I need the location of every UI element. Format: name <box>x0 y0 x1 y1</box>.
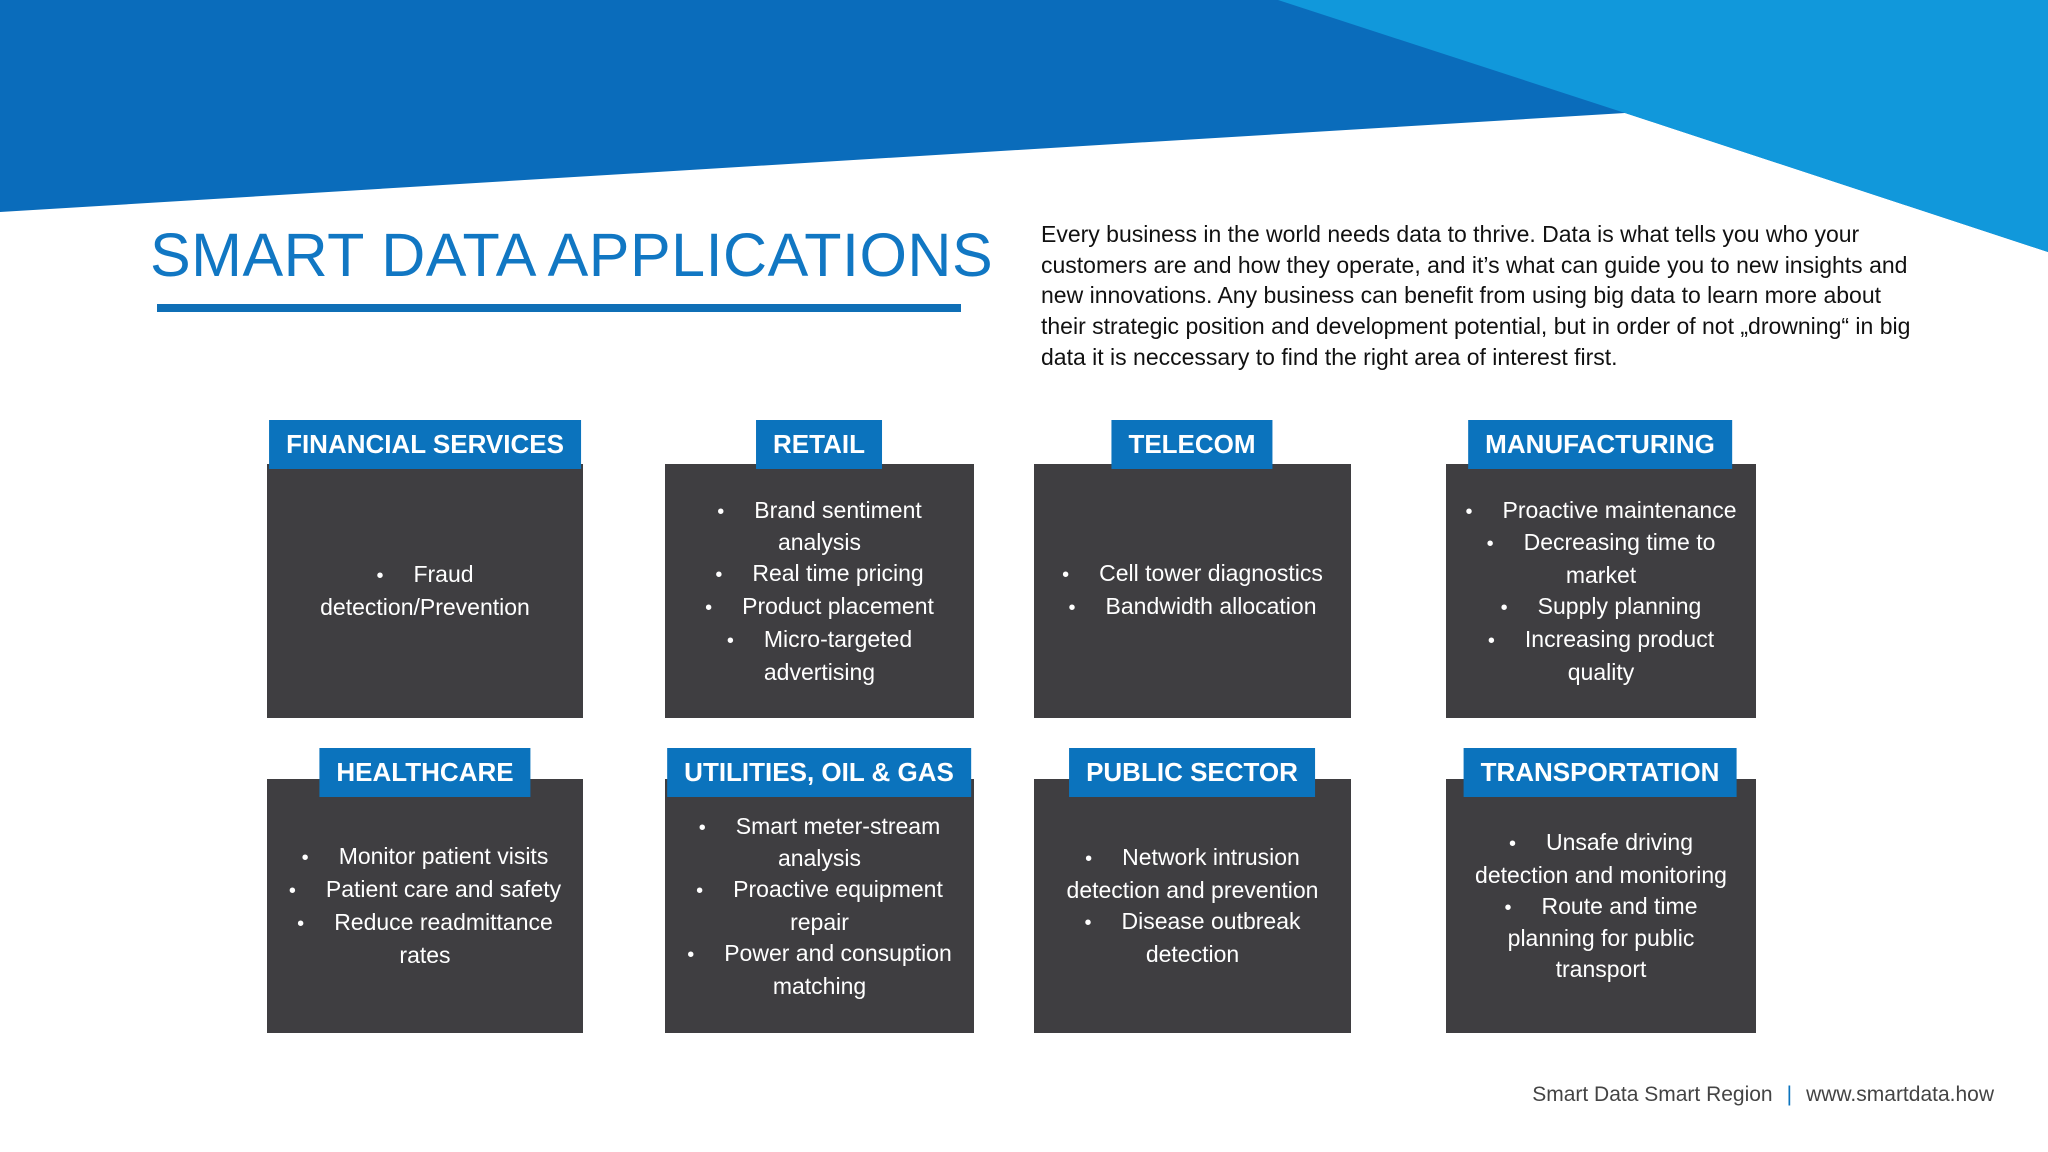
card-label-transportation: TRANSPORTATION <box>1464 748 1737 797</box>
bullet-icon: • <box>1085 848 1093 871</box>
footer-separator: | <box>1786 1083 1793 1106</box>
bullet-icon: • <box>1465 500 1473 523</box>
card-label-healthcare: HEALTHCARE <box>319 748 530 797</box>
list-item <box>285 874 565 907</box>
card-label-utilities-oil-gas: UTILITIES, OIL & GAS <box>667 748 971 797</box>
card-label-public-sector: PUBLIC SECTOR <box>1069 748 1315 797</box>
bullet-icon: • <box>1068 597 1076 619</box>
bullet-icon: • <box>1062 564 1070 587</box>
bullet-icon: • <box>698 816 706 839</box>
list-item <box>1052 842 1333 906</box>
list-item <box>683 591 956 624</box>
list-item-text: Monitor patient visits <box>338 843 549 870</box>
list-item <box>1464 495 1738 528</box>
bullet-icon: • <box>301 847 309 870</box>
list-item <box>285 559 565 623</box>
bullet-icon: • <box>1508 833 1516 855</box>
card-public-sector <box>1034 779 1351 1033</box>
card-label-financial-services: FINANCIAL SERVICES <box>269 420 581 469</box>
card-list <box>1446 827 1756 985</box>
card-healthcare <box>267 779 583 1033</box>
list-item-text: Unsafe driving detection and monitoring <box>1475 829 1727 888</box>
list-item-text: Product placement <box>742 593 934 619</box>
bullet-icon: • <box>1504 896 1512 919</box>
card-list <box>267 841 583 970</box>
list-item-text: Power and consuption matching <box>724 939 952 999</box>
list-item-text: Bandwidth allocation <box>1105 593 1317 619</box>
page-title: SMART DATA APPLICATIONS <box>150 221 994 289</box>
bullet-icon: • <box>288 880 296 903</box>
card-label-manufacturing: MANUFACTURING <box>1468 420 1732 469</box>
footer-brand: Smart Data Smart Region <box>1532 1083 1773 1106</box>
card-list <box>267 559 583 623</box>
list-item-text: Route and time planning for public transport <box>1507 892 1698 983</box>
card-list <box>1034 842 1351 969</box>
list-item-text: Increasing product quality <box>1524 625 1715 685</box>
bullet-icon: • <box>1486 533 1494 556</box>
list-item-text: Reduce readmittance rates <box>334 909 553 968</box>
list-item <box>683 811 956 875</box>
card-telecom <box>1034 464 1351 718</box>
list-item <box>1464 624 1738 688</box>
card-transportation <box>1446 779 1756 1033</box>
bullet-icon: • <box>705 597 713 619</box>
list-item <box>1464 527 1738 591</box>
card-list <box>665 495 974 688</box>
list-item <box>1464 591 1738 624</box>
bullet-icon: • <box>717 500 725 523</box>
card-manufacturing <box>1446 464 1756 718</box>
footer <box>1532 1083 1994 1107</box>
list-item-text: Supply planning <box>1537 593 1702 619</box>
list-item-text: Network intrusion detection and prevention <box>1066 844 1319 904</box>
card-list <box>1034 558 1351 624</box>
list-item <box>683 495 956 559</box>
list-item-text: Real time pricing <box>752 560 924 587</box>
bullet-icon: • <box>715 564 723 587</box>
intro-paragraph: Every business in the world needs data to thrive. Data is what tells you who your customers are and how they operate, and it’s what can guide you to new insights and new innovations. Any business can benefit from using big data to learn more about their strategic position and development potential, but in order of not „drowning“ in big data it is neccessary to find the right area of interest first. <box>1041 221 1911 370</box>
list-item <box>683 624 956 688</box>
list-item <box>1464 891 1738 985</box>
bullet-icon: • <box>1084 912 1092 934</box>
list-item <box>683 938 956 1002</box>
card-utilities-oil-gas <box>665 779 974 1033</box>
card-list <box>665 811 974 1002</box>
card-label-telecom: TELECOM <box>1111 420 1272 469</box>
bullet-icon: • <box>696 880 704 903</box>
list-item-text: Brand sentiment analysis <box>754 496 922 556</box>
list-item <box>683 874 956 938</box>
list-item-text: Patient care and safety <box>325 876 562 903</box>
list-item <box>1052 558 1333 591</box>
list-item-text: Cell tower diagnostics <box>1099 560 1323 587</box>
bullet-icon: • <box>726 629 734 652</box>
list-item <box>1464 827 1738 891</box>
list-item-text: Proactive equipment repair <box>733 876 943 935</box>
bullet-icon: • <box>376 565 384 588</box>
list-item-text: Smart meter-stream analysis <box>735 812 941 872</box>
list-item-text: Proactive maintenance <box>1502 496 1737 523</box>
bullet-icon: • <box>1500 597 1508 619</box>
list-item <box>683 558 956 591</box>
title-underline <box>157 304 961 312</box>
list-item <box>1052 906 1333 970</box>
card-retail <box>665 464 974 718</box>
list-item-text: Decreasing time to market <box>1523 529 1716 589</box>
list-item-text: Fraud detection/Prevention <box>320 561 530 620</box>
list-item <box>1052 591 1333 624</box>
card-financial-services <box>267 464 583 718</box>
card-label-retail: RETAIL <box>756 420 882 469</box>
list-item-text: Disease outbreak detection <box>1121 908 1301 967</box>
footer-website-link[interactable]: www.smartdata.how <box>1806 1083 1994 1106</box>
bullet-icon: • <box>1487 629 1495 652</box>
bullet-icon: • <box>297 913 305 935</box>
list-item <box>285 907 565 971</box>
list-item-text: Micro-targeted advertising <box>763 625 913 685</box>
list-item <box>285 841 565 874</box>
bullet-icon: • <box>687 943 695 966</box>
card-list <box>1446 495 1756 688</box>
